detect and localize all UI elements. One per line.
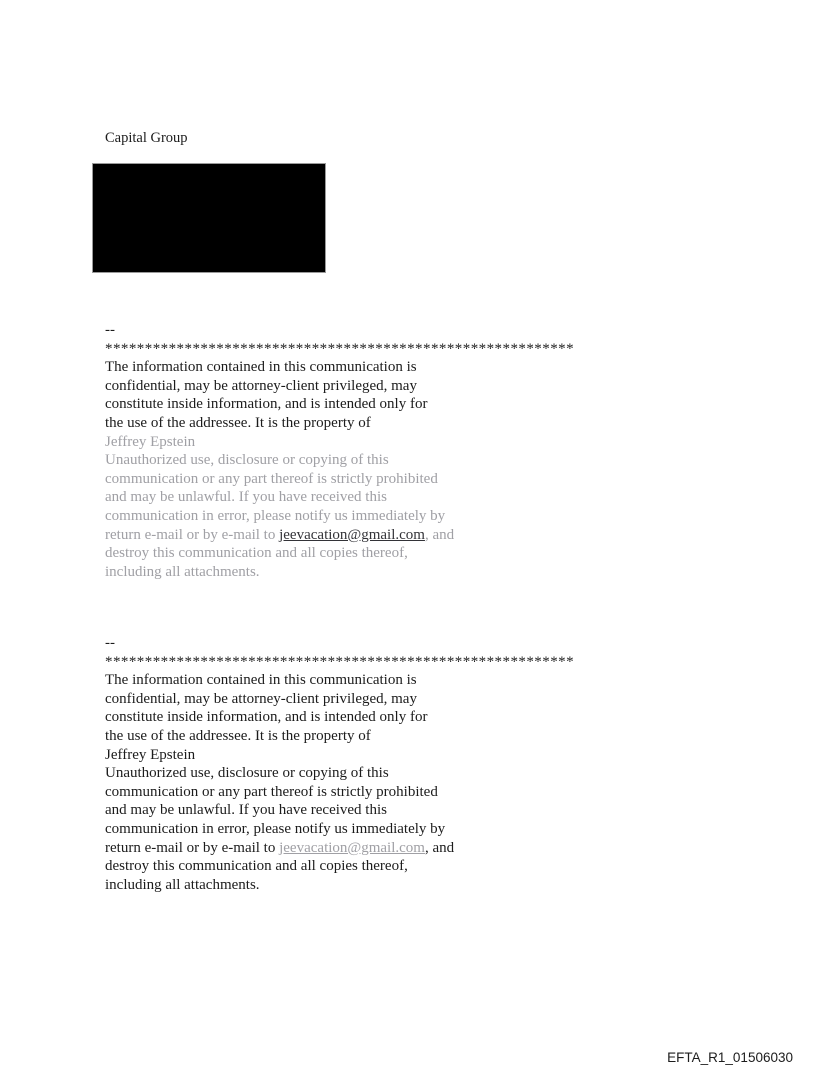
- bates-number: EFTA_R1_01506030: [667, 1050, 793, 1065]
- asterisk-divider: ***********************************************************: [105, 340, 575, 357]
- company-name: Capital Group: [105, 130, 188, 146]
- disclaimer-line: confidential, may be attorney-client privileged, may: [105, 690, 417, 707]
- signature-separator: --: [105, 635, 115, 651]
- disclaimer-email-line: [105, 526, 605, 545]
- disclaimer-line: Jeffrey Epstein: [105, 433, 196, 450]
- email-line-suffix: , and: [424, 839, 455, 856]
- email-line-prefix: return e-mail or by e-mail to: [105, 839, 280, 856]
- disclaimer-line: constitute inside information, and is intended only for: [105, 396, 428, 413]
- disclaimer-line: constitute inside information, and is intended only for: [105, 709, 428, 726]
- disclaimer-line: Unauthorized use, disclosure or copying of this: [105, 765, 389, 782]
- disclaimer-line: communication in error, please notify us immediately by: [105, 820, 446, 837]
- email-disclaimer-block-1: [105, 321, 605, 581]
- signature-separator: --: [105, 322, 115, 338]
- disclaimer-line: destroy this communication and all copies thereof,: [105, 545, 408, 562]
- redaction-box: [92, 163, 326, 273]
- disclaimer-line: communication or any part thereof is strictly prohibited: [105, 783, 438, 800]
- disclaimer-line: Jeffrey Epstein: [105, 746, 196, 763]
- email-disclaimer-block-2: [105, 634, 605, 894]
- email-line-suffix: , and: [424, 526, 455, 543]
- disclaimer-line: and may be unlawful. If you have received this: [105, 802, 387, 819]
- disclaimer-line: confidential, may be attorney-client privileged, may: [105, 377, 417, 394]
- email-line-prefix: return e-mail or by e-mail to: [105, 526, 280, 543]
- email-link[interactable]: jeevacation@gmail.com: [279, 526, 425, 543]
- disclaimer-email-line: [105, 839, 605, 858]
- disclaimer-line: the use of the addressee. It is the property of: [105, 414, 371, 431]
- disclaimer-line: The information contained in this communication is: [105, 359, 417, 376]
- disclaimer-line: and may be unlawful. If you have received this: [105, 489, 387, 506]
- disclaimer-line: including all attachments.: [105, 563, 260, 580]
- disclaimer-line: including all attachments.: [105, 876, 260, 893]
- disclaimer-line: The information contained in this communication is: [105, 672, 417, 689]
- disclaimer-line: communication or any part thereof is strictly prohibited: [105, 470, 438, 487]
- disclaimer-line: communication in error, please notify us immediately by: [105, 507, 446, 524]
- email-link[interactable]: jeevacation@gmail.com: [279, 839, 425, 856]
- disclaimer-line: the use of the addressee. It is the property of: [105, 727, 371, 744]
- asterisk-divider: ***********************************************************: [105, 653, 575, 670]
- disclaimer-line: Unauthorized use, disclosure or copying of this: [105, 452, 389, 469]
- disclaimer-line: destroy this communication and all copies thereof,: [105, 858, 408, 875]
